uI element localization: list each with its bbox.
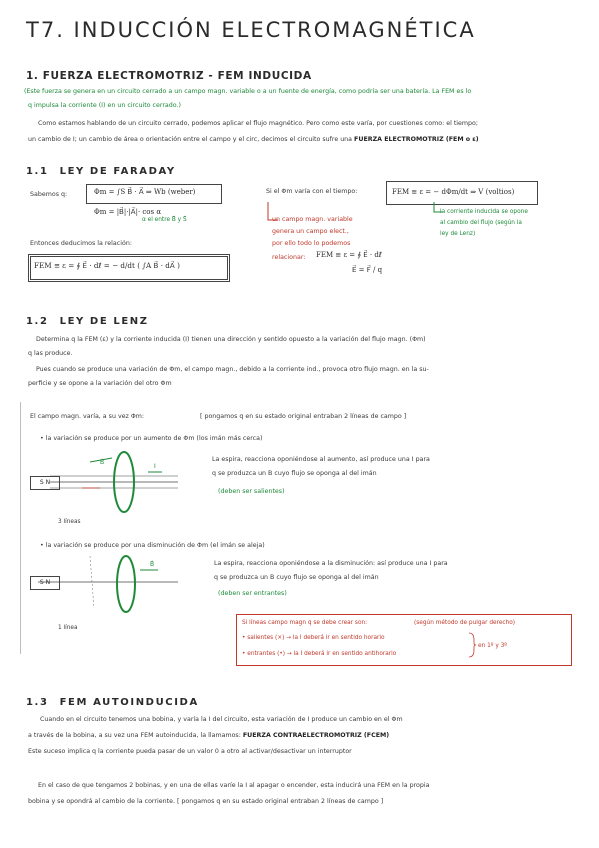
lenz-p2-line-2: perficie y se opone a la variación del otro Φm xyxy=(28,380,172,387)
campo-varia-label: El campo magn. varía, a su vez Φm: xyxy=(30,413,145,420)
sabemos-label: Sabemos q: xyxy=(30,191,68,198)
red-note-line-2: genera un campo elect., xyxy=(272,228,349,235)
rule-box-row-1: • salientes (×) → la I deberá ir en sentido horario xyxy=(242,635,385,641)
case-1-label: • la variación se produce por un aumento de Φm (los imán más cerca) xyxy=(40,435,263,442)
s1-fem-highlight: FUERZA ELECTROMOTRIZ (FEM o ε) xyxy=(354,136,479,143)
autoinducida-line-4: En el caso de que tengamos 2 bobinas, y en una de ellas varíe la I al apagar o encender, esta inducirá una FEM en la propia xyxy=(38,782,430,789)
case-2-text-line-2: q se produzca un B cuyo flujo se oponga al del imán xyxy=(214,574,379,581)
rule-box-title: Si líneas campo magn q se debe crear son: xyxy=(242,620,368,626)
case-1-green-note: (deben ser salientes) xyxy=(218,488,285,495)
s1-note-line-1: (Este fuerza se genera en un circuito cerrado a un campo magn. variable o a un fuente de energía, como podría ser una batería. La FEM es lo xyxy=(24,88,472,95)
entonces-label: Entonces deducimos la relación: xyxy=(30,240,132,247)
section-1-3-number: 1.3 xyxy=(26,697,49,708)
case-1-text-line-1: La espira, reacciona oponiéndose al aumento, así produce una I para xyxy=(212,456,430,463)
section-1-1-number: 1.1 xyxy=(26,166,49,177)
case-1-text-line-2: q se produzca un B cuyo flujo se oponga al del imán xyxy=(212,470,377,477)
fem-time-formula: FEM ≡ ε = − dΦm/dt ⇒ V (voltios) xyxy=(392,188,515,196)
svg-text:I: I xyxy=(154,463,156,470)
example-divider xyxy=(20,402,21,654)
s1-body-line-1: Como estamos hablando de un circuito cerrado, podemos aplicar el flujo magnético. Pero como este varía, por cuestiones como: el tiempo; xyxy=(38,120,479,127)
red-note-line-3: por ello todo lo podemos xyxy=(272,240,351,247)
section-1-1-title: LEY DE FARADAY xyxy=(59,166,176,177)
page-title: T7. INDUCCIÓN ELECTROMAGNÉTICA xyxy=(26,18,476,42)
green-note-line-1: la corriente inducida se opone xyxy=(440,209,528,215)
autoinducida-line-5: bobina y se opondrá al cambio de la corriente. [ pongamos q en su estado original entraban 2 líneas de campo ] xyxy=(28,798,384,805)
lenz-p2-line-1: Pues cuando se produce una variación de Φm, el campo magn., debido a la corriente ind., provoca otro flujo magn. en la su- xyxy=(36,366,429,373)
rule-box-side: en 1º y 3º xyxy=(478,643,508,649)
one-line-label: 1 línea xyxy=(58,625,78,631)
faraday-law-formula: FEM ≡ ε = ∮ E⃗ · dℓ⃗ = − d/dt ( ∫A B⃗ · dA⃗ ) xyxy=(34,261,180,270)
section-1-3-title: FEM AUTOINDUCIDA xyxy=(59,697,199,708)
case-2-green-note: (deben ser entrantes) xyxy=(218,590,287,597)
s1-note-line-2: q impulsa la corriente (I) en un circuito cerrado.) xyxy=(28,102,181,109)
si-varia-label: Si el Φm varía con el tiempo: xyxy=(266,188,358,195)
red-note-line-4: relacionar: xyxy=(272,254,306,261)
case-2-text-line-1: La espira, reacciona oponiéndose a la disminución: así produce una I para xyxy=(214,560,448,567)
svg-text:B⃗: B⃗ xyxy=(100,459,105,466)
section-1-heading: 1. FUERZA ELECTROMOTRIZ - FEM INDUCIDA xyxy=(26,70,312,82)
s1-body-line-2 xyxy=(28,134,479,146)
section-1-2-heading xyxy=(26,316,149,327)
green-note-line-2: al cambio del flujo (según la xyxy=(440,220,522,226)
magnet-2: S N xyxy=(30,576,60,590)
autoinducida-line-2 xyxy=(28,730,389,742)
magnet-1: S N xyxy=(30,476,60,490)
autoinducida-line-1: Cuando en el circuito tenemos una bobina, y varía la I del circuito, esta variación de I produce un cambio en el Φm xyxy=(40,716,403,723)
case-2-label: • la variación se produce por una disminución de Φm (el imán se aleja) xyxy=(40,542,265,549)
fcem-highlight: FUERZA CONTRAELECTROMOTRIZ (FCEM) xyxy=(242,732,390,739)
red-note-line-1: un campo magn. variable xyxy=(272,216,353,223)
autoinducida-line-2-text: a través de la bobina, a su vez una FEM autoinducida, la llamamos: xyxy=(28,732,241,739)
lenz-p1-line-1: Determina q la FEM (ε) y la corriente inducida (I) tienen una dirección y sentido opuesto a la variación del flujo magn. (Φm) xyxy=(36,336,426,343)
s1-body-line-2-text: un cambio de I; un cambio de área o orientación entre el campo y el circ, decimos el circuito sufre una xyxy=(28,136,353,143)
green-note-line-3: ley de Lenz) xyxy=(440,231,476,237)
brace-icon xyxy=(468,632,476,658)
lenz-p1-line-2: q las produce. xyxy=(28,350,73,357)
campo-bracket-note: [ pongamos q en su estado original entraban 2 líneas de campo ] xyxy=(200,413,407,420)
rule-box-title-2: (según método de pulgar derecho) xyxy=(414,620,516,626)
section-1-2-title: LEY DE LENZ xyxy=(59,316,149,327)
alpha-note: α el entre B⃗ y S⃗ xyxy=(142,217,187,223)
autoinducida-line-3: Este suceso implica q la corriente pueda pasar de un valor 0 a otro al activar/desactivar un interruptor xyxy=(28,748,352,755)
flux-cos-formula: Φm = |B⃗|·|A⃗|· cos α xyxy=(94,208,162,216)
red-fem-formula: FEM ≡ ε = ∮ E⃗ · dℓ⃗ xyxy=(316,251,382,259)
section-1-2-number: 1.2 xyxy=(26,316,49,327)
svg-text:B⃗: B⃗ xyxy=(150,561,155,568)
flux-formula: Φm = ∫S B⃗ · A⃗ ⇒ Wb (weber) xyxy=(94,188,196,196)
section-1-3-heading xyxy=(26,697,199,708)
section-1-1-heading xyxy=(26,166,176,177)
e-field-formula: E⃗ = F⃗ / q xyxy=(352,266,383,274)
three-lines-label: 3 líneas xyxy=(58,519,81,525)
rule-box-row-2: • entrantes (•) → la I deberá ir en sentido antihorario xyxy=(242,651,397,657)
